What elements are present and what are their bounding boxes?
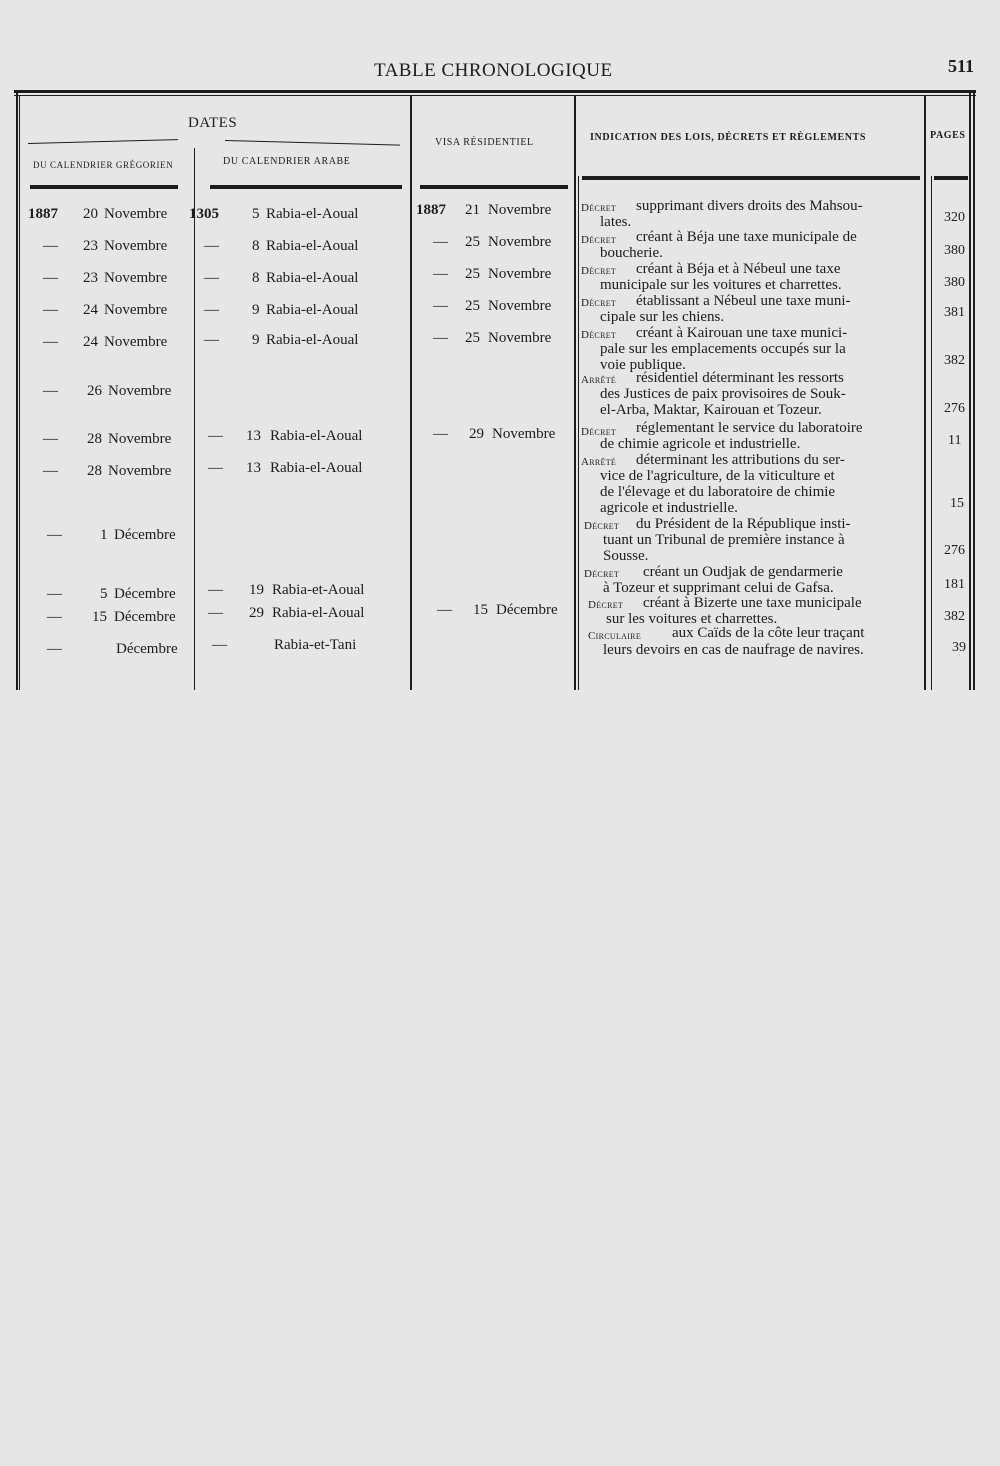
arab-year: —	[204, 332, 219, 348]
page-ref: 382	[944, 353, 965, 368]
gregorian-year: 1887	[28, 206, 58, 222]
gregorian-day: 15	[92, 609, 107, 625]
gregorian-month: Décembre	[114, 609, 176, 625]
arab-year: —	[208, 605, 223, 621]
gregorian-month: Novembre	[104, 206, 168, 222]
act-text-line: de chimie agricole et industrielle.	[600, 436, 801, 452]
arab-header: DU CALENDRIER ARABE	[223, 156, 351, 167]
page-ref: 11	[948, 433, 962, 448]
act-text-line: créant un Oudjak de gendarmerie	[643, 564, 843, 580]
visa-year: —	[433, 266, 448, 282]
act-text-line: sur les voitures et charrettes.	[606, 611, 778, 627]
gregorian-year: —	[43, 270, 58, 286]
gregorian-year: —	[47, 609, 62, 625]
gregorian-day: 24	[83, 302, 98, 318]
visa-day: 15	[473, 602, 488, 618]
arab-year: —	[204, 302, 219, 318]
gregorian-year: —	[43, 431, 58, 447]
page-ref: 39	[952, 640, 966, 655]
arab-month: Rabia-el-Aoual	[270, 428, 363, 444]
visa-month: Novembre	[488, 234, 552, 250]
arab-month: Rabia-el-Aoual	[266, 238, 359, 254]
act-text-line: aux Caïds de la côte leur traçant	[672, 625, 865, 641]
arab-year: —	[208, 582, 223, 598]
page-ref: 381	[944, 305, 965, 320]
act-text-line: tuant un Tribunal de première instance à	[603, 532, 845, 548]
act-text-line: lates.	[600, 214, 632, 230]
act-text-line: vice de l'agriculture, de la viticulture et	[600, 468, 835, 484]
gregorian-day: 24	[83, 334, 98, 350]
gregorian-day: 5	[100, 586, 108, 602]
gregorian-year: —	[47, 527, 62, 543]
act-text-line: boucherie.	[600, 245, 663, 261]
arab-day: 5	[252, 206, 260, 222]
visa-day: 25	[465, 298, 480, 314]
arab-year: —	[208, 460, 223, 476]
act-type: Décret	[581, 297, 617, 309]
gregorian-month: Décembre	[114, 527, 176, 543]
act-text-line: résidentiel déterminant les ressorts	[636, 370, 844, 386]
act-text-line: agricole et industrielle.	[600, 500, 738, 516]
act-text-line: leurs devoirs en cas de naufrage de navires.	[603, 642, 864, 658]
visa-day: 25	[465, 234, 480, 250]
arab-day: 8	[252, 238, 260, 254]
visa-month: Novembre	[488, 266, 552, 282]
visa-year: 1887	[416, 202, 446, 218]
gregorian-day: 26	[87, 383, 102, 399]
gregorian-month: Novembre	[104, 302, 168, 318]
act-type: Décret	[581, 265, 617, 277]
page-ref: 320	[944, 210, 965, 225]
act-type: Décret	[584, 568, 620, 580]
arab-month: Rabia-el-Aoual	[270, 460, 363, 476]
arab-month: Rabia-el-Aoual	[266, 332, 359, 348]
gregorian-month: Novembre	[108, 383, 172, 399]
pages-header: PAGES	[930, 130, 966, 141]
visa-year: —	[433, 234, 448, 250]
page-ref: 276	[944, 401, 965, 416]
gregorian-day: 28	[87, 463, 102, 479]
page-ref: 380	[944, 243, 965, 258]
arab-day: 29	[249, 605, 264, 621]
arab-year: 1305	[189, 206, 219, 222]
arab-day: 8	[252, 270, 260, 286]
act-type: Décret	[588, 599, 624, 611]
gregorian-day: 1	[100, 527, 108, 543]
visa-year: —	[437, 602, 452, 618]
page-number: 511	[947, 56, 974, 76]
gregorian-month: Novembre	[108, 431, 172, 447]
act-type: Décret	[581, 426, 617, 438]
act-text-line: municipale sur les voitures et charrettes.	[600, 277, 842, 293]
dates-header: DATES	[188, 115, 238, 131]
act-text-line: pale sur les emplacements occupés sur la	[600, 341, 846, 357]
act-text-line: Sousse.	[603, 548, 649, 564]
act-text-line: déterminant les attributions du ser-	[636, 452, 845, 468]
running-title: TABLE CHRONOLOGIQUE	[374, 60, 613, 81]
arab-year: —	[212, 637, 227, 653]
visa-year: —	[433, 298, 448, 314]
arab-day: 19	[249, 582, 264, 598]
act-text-line: de l'élevage et du laboratoire de chimie	[600, 484, 836, 500]
act-type: Décret	[584, 520, 620, 532]
gregorian-year: —	[43, 463, 58, 479]
act-type: Décret	[581, 202, 617, 214]
gregorian-year: —	[43, 302, 58, 318]
gregorian-year: —	[47, 641, 62, 657]
gregorian-month: Décembre	[114, 586, 176, 602]
act-text-line: créant à Bizerte une taxe municipale	[643, 595, 862, 611]
arab-month: Rabia-el-Aoual	[266, 270, 359, 286]
arab-month: Rabia-et-Aoual	[272, 582, 365, 598]
page-ref: 181	[944, 577, 965, 592]
page-ref: 276	[944, 543, 965, 558]
act-text-line: voie publique.	[600, 357, 686, 373]
arab-month: Rabia-el-Aoual	[272, 605, 365, 621]
arab-year: —	[208, 428, 223, 444]
gregorian-day: 20	[83, 206, 98, 222]
arab-month: Rabia-el-Aoual	[266, 302, 359, 318]
act-type: Arrêté	[581, 456, 617, 468]
gregorian-year: —	[43, 383, 58, 399]
act-text-line: établissant a Nébeul une taxe muni-	[636, 293, 851, 309]
visa-year: —	[433, 426, 448, 442]
gregorian-day: 28	[87, 431, 102, 447]
visa-day: 25	[465, 266, 480, 282]
act-type: Décret	[581, 329, 617, 341]
act-text-line: cipale sur les chiens.	[600, 309, 725, 325]
indication-header: INDICATION DES LOIS, DÉCRETS ET RÈGLEMENTS	[590, 132, 867, 143]
act-text-line: el-Arba, Maktar, Kairouan et Tozeur.	[600, 402, 822, 418]
gregorian-month: Décembre	[116, 641, 178, 657]
act-text-line: créant à Béja une taxe municipale de	[636, 229, 857, 245]
visa-day: 29	[469, 426, 484, 442]
visa-year: —	[433, 330, 448, 346]
visa-day: 21	[465, 202, 480, 218]
arab-month: Rabia-et-Tani	[274, 637, 357, 653]
act-type: Circulaire	[588, 630, 642, 642]
visa-month: Novembre	[488, 298, 552, 314]
arab-day: 9	[252, 332, 260, 348]
gregorian-year: —	[43, 238, 58, 254]
page-ref: 15	[950, 496, 964, 511]
gregorian-year: —	[43, 334, 58, 350]
arab-month: Rabia-el-Aoual	[266, 206, 359, 222]
act-text-line: du Président de la République insti-	[636, 516, 851, 532]
gregorian-day: 23	[83, 270, 98, 286]
page-ref: 380	[944, 275, 965, 290]
visa-month: Novembre	[488, 202, 552, 218]
arab-day: 13	[246, 460, 261, 476]
act-text-line: créant à Kairouan une taxe munici-	[636, 325, 848, 341]
gregorian-month: Novembre	[104, 238, 168, 254]
visa-header: VISA RÉSIDENTIEL	[435, 137, 534, 148]
page-ref: 382	[944, 609, 965, 624]
act-text-line: à Tozeur et supprimant celui de Gafsa.	[603, 580, 834, 596]
gregorian-month: Novembre	[104, 270, 168, 286]
gregorian-day: 23	[83, 238, 98, 254]
arab-year: —	[204, 270, 219, 286]
act-text-line: réglementant le service du laboratoire	[636, 420, 863, 436]
act-text-line: créant à Béja et à Nébeul une taxe	[636, 261, 841, 277]
gregorian-month: Novembre	[104, 334, 168, 350]
gregorian-month: Novembre	[108, 463, 172, 479]
act-type: Arrêté	[581, 374, 617, 386]
visa-month: Novembre	[488, 330, 552, 346]
act-text-line: supprimant divers droits des Mahsou-	[636, 198, 863, 214]
gregorian-year: —	[47, 586, 62, 602]
visa-day: 25	[465, 330, 480, 346]
arab-year: —	[204, 238, 219, 254]
act-text-line: des Justices de paix provisoires de Souk-	[600, 386, 846, 402]
arab-day: 13	[246, 428, 261, 444]
arab-day: 9	[252, 302, 260, 318]
gregorian-header: DU CALENDRIER GRÉGORIEN	[33, 160, 174, 170]
visa-month: Décembre	[496, 602, 558, 618]
visa-month: Novembre	[492, 426, 556, 442]
act-type: Décret	[581, 234, 617, 246]
